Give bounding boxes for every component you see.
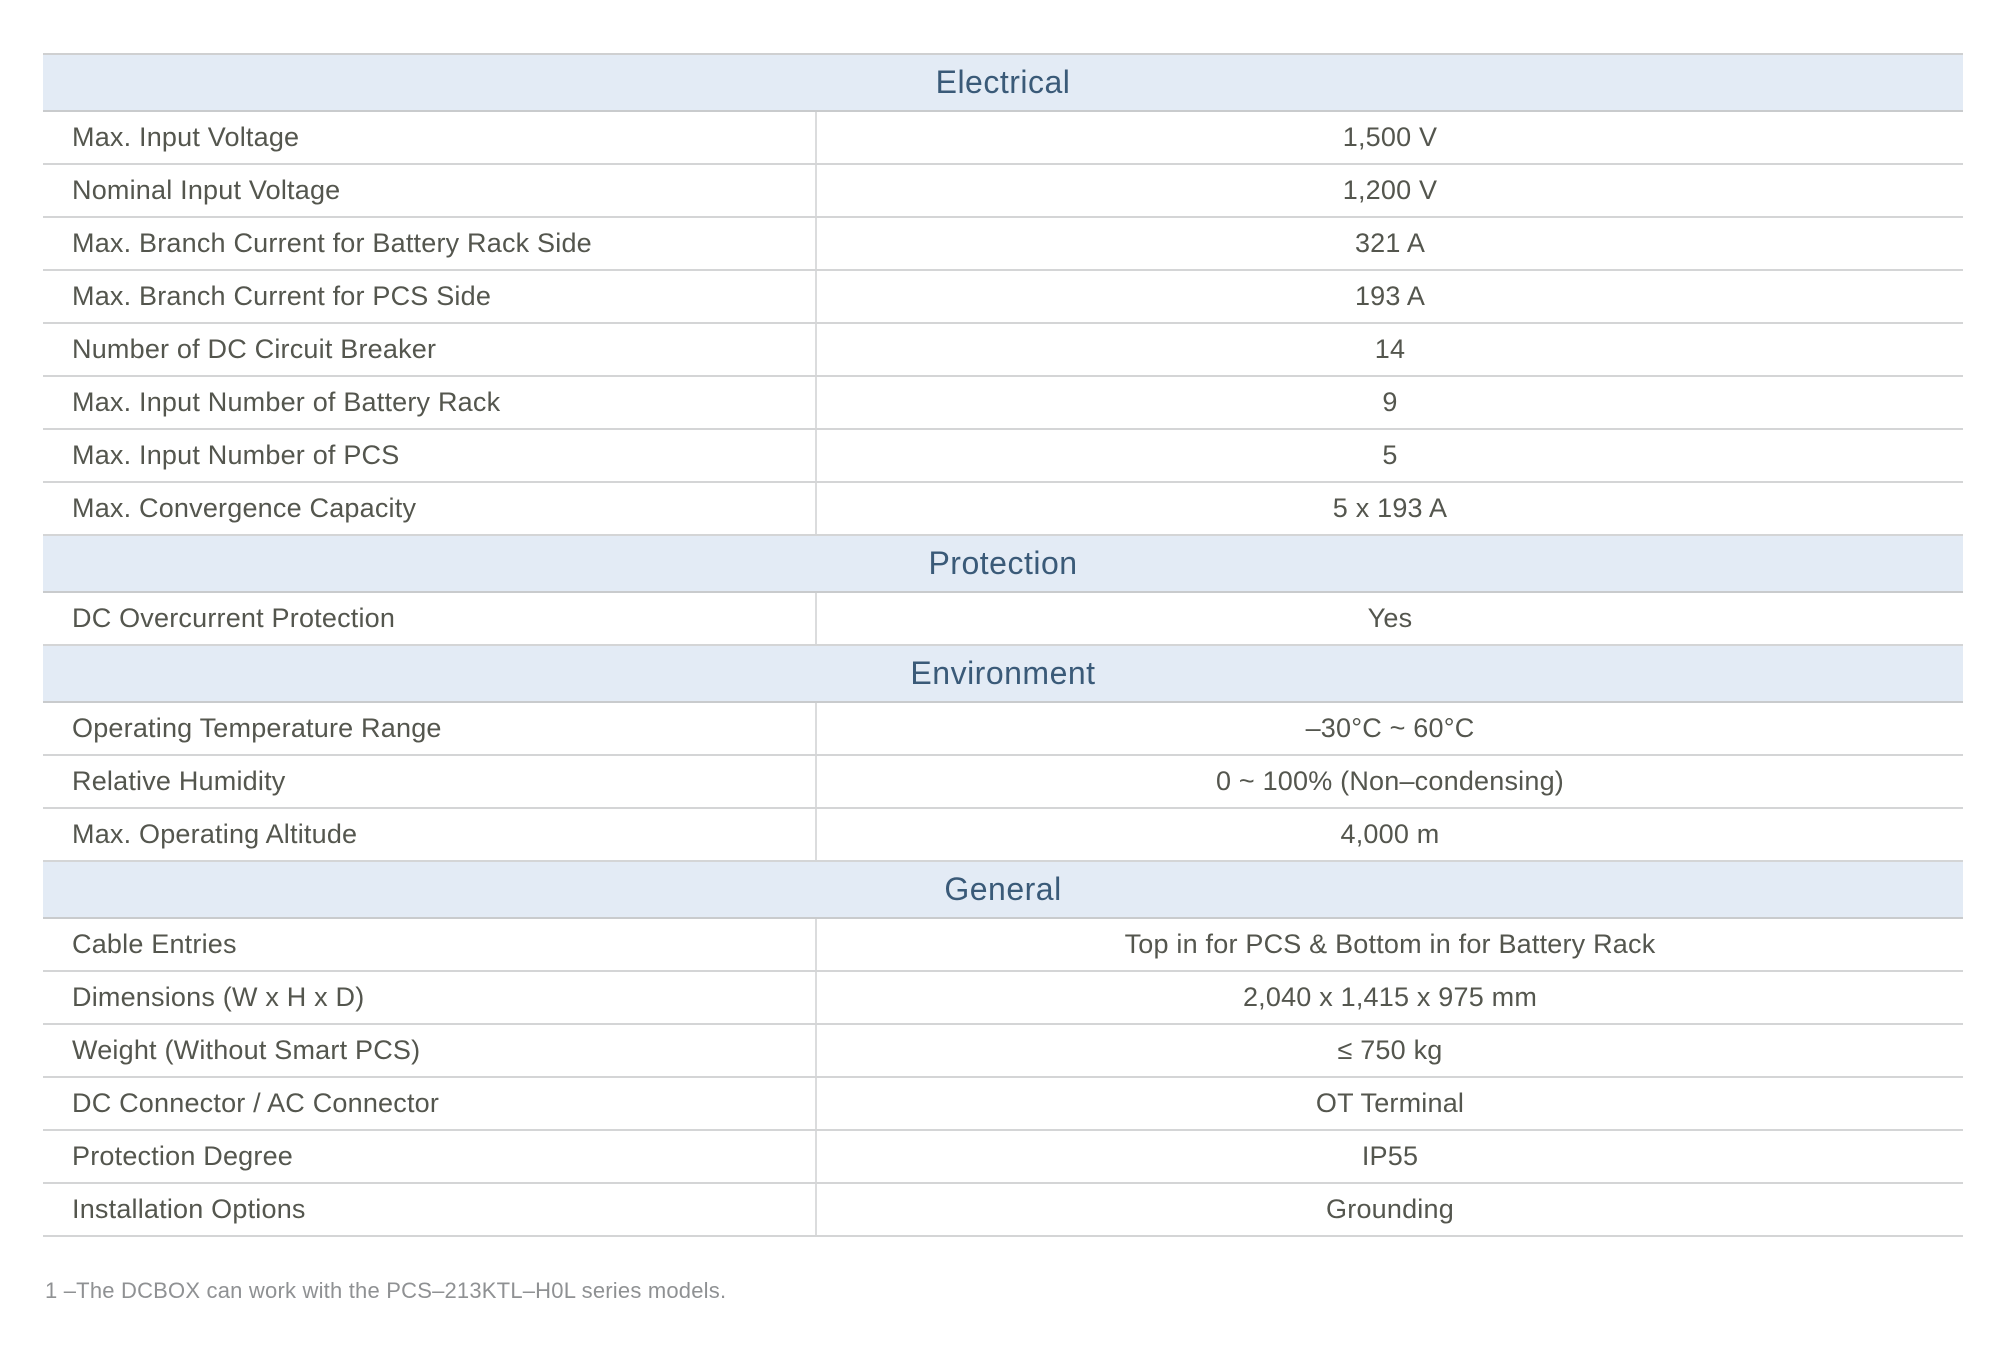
row-value: IP55: [815, 1131, 1963, 1182]
table-row: [43, 218, 1963, 271]
table-row: [43, 756, 1963, 809]
row-value: OT Terminal: [815, 1078, 1963, 1129]
row-label: Operating Temperature Range: [72, 713, 442, 743]
table-row: [43, 271, 1963, 324]
row-value: 1,200 V: [815, 165, 1963, 216]
row-value: 9: [815, 377, 1963, 428]
table-row: [43, 703, 1963, 756]
row-value: 4,000 m: [815, 809, 1963, 860]
row-label: Dimensions (W x H x D): [72, 982, 365, 1012]
table-row: [43, 593, 1963, 646]
row-label: Max. Operating Altitude: [72, 819, 358, 849]
row-label: DC Connector / AC Connector: [72, 1088, 440, 1118]
row-label: Weight (Without Smart PCS): [72, 1035, 421, 1065]
row-label: Protection Degree: [72, 1141, 294, 1171]
footnote: 1 –The DCBOX can work with the PCS–213KTL–H0L series models.: [45, 1278, 727, 1303]
row-value: Top in for PCS & Bottom in for Battery Rack: [815, 919, 1963, 970]
table-row: [43, 809, 1963, 862]
row-value: ≤ 750 kg: [815, 1025, 1963, 1076]
row-value: 14: [815, 324, 1963, 375]
table-row: [43, 1078, 1963, 1131]
row-value: 321 A: [815, 218, 1963, 269]
table-row: [43, 483, 1963, 536]
table-row: [43, 430, 1963, 483]
row-label: Max. Input Voltage: [72, 122, 300, 152]
row-value: 5: [815, 430, 1963, 481]
row-value: Yes: [815, 593, 1963, 644]
section-header-protection: Protection: [43, 536, 1963, 593]
row-label: DC Overcurrent Protection: [72, 603, 396, 633]
spec-table: [43, 53, 1963, 1237]
table-row: [43, 377, 1963, 430]
row-value: –30°C ~ 60°C: [815, 703, 1963, 754]
row-value: 1,500 V: [815, 112, 1963, 163]
table-row: [43, 324, 1963, 377]
row-label: Max. Convergence Capacity: [72, 493, 417, 523]
row-value: 2,040 x 1,415 x 975 mm: [815, 972, 1963, 1023]
section-header-electrical: Electrical: [43, 55, 1963, 112]
row-label: Installation Options: [72, 1194, 306, 1224]
table-row: [43, 919, 1963, 972]
row-value: 193 A: [815, 271, 1963, 322]
row-value: Grounding: [815, 1184, 1963, 1235]
row-label: Max. Branch Current for PCS Side: [72, 281, 492, 311]
table-row: [43, 972, 1963, 1025]
row-label: Relative Humidity: [72, 766, 286, 796]
table-row: [43, 1025, 1963, 1078]
section-header-general: General: [43, 862, 1963, 919]
table-row: [43, 112, 1963, 165]
row-label: Number of DC Circuit Breaker: [72, 334, 437, 364]
table-row: [43, 1131, 1963, 1184]
row-label: Max. Branch Current for Battery Rack Side: [72, 228, 592, 258]
row-value: 5 x 193 A: [815, 483, 1963, 534]
row-value: 0 ~ 100% (Non–condensing): [815, 756, 1963, 807]
row-label: Max. Input Number of Battery Rack: [72, 387, 501, 417]
section-header-environment: Environment: [43, 646, 1963, 703]
row-label: Nominal Input Voltage: [72, 175, 341, 205]
row-label: Cable Entries: [72, 929, 237, 959]
table-row: [43, 165, 1963, 218]
table-row: [43, 1184, 1963, 1237]
row-label: Max. Input Number of PCS: [72, 440, 400, 470]
